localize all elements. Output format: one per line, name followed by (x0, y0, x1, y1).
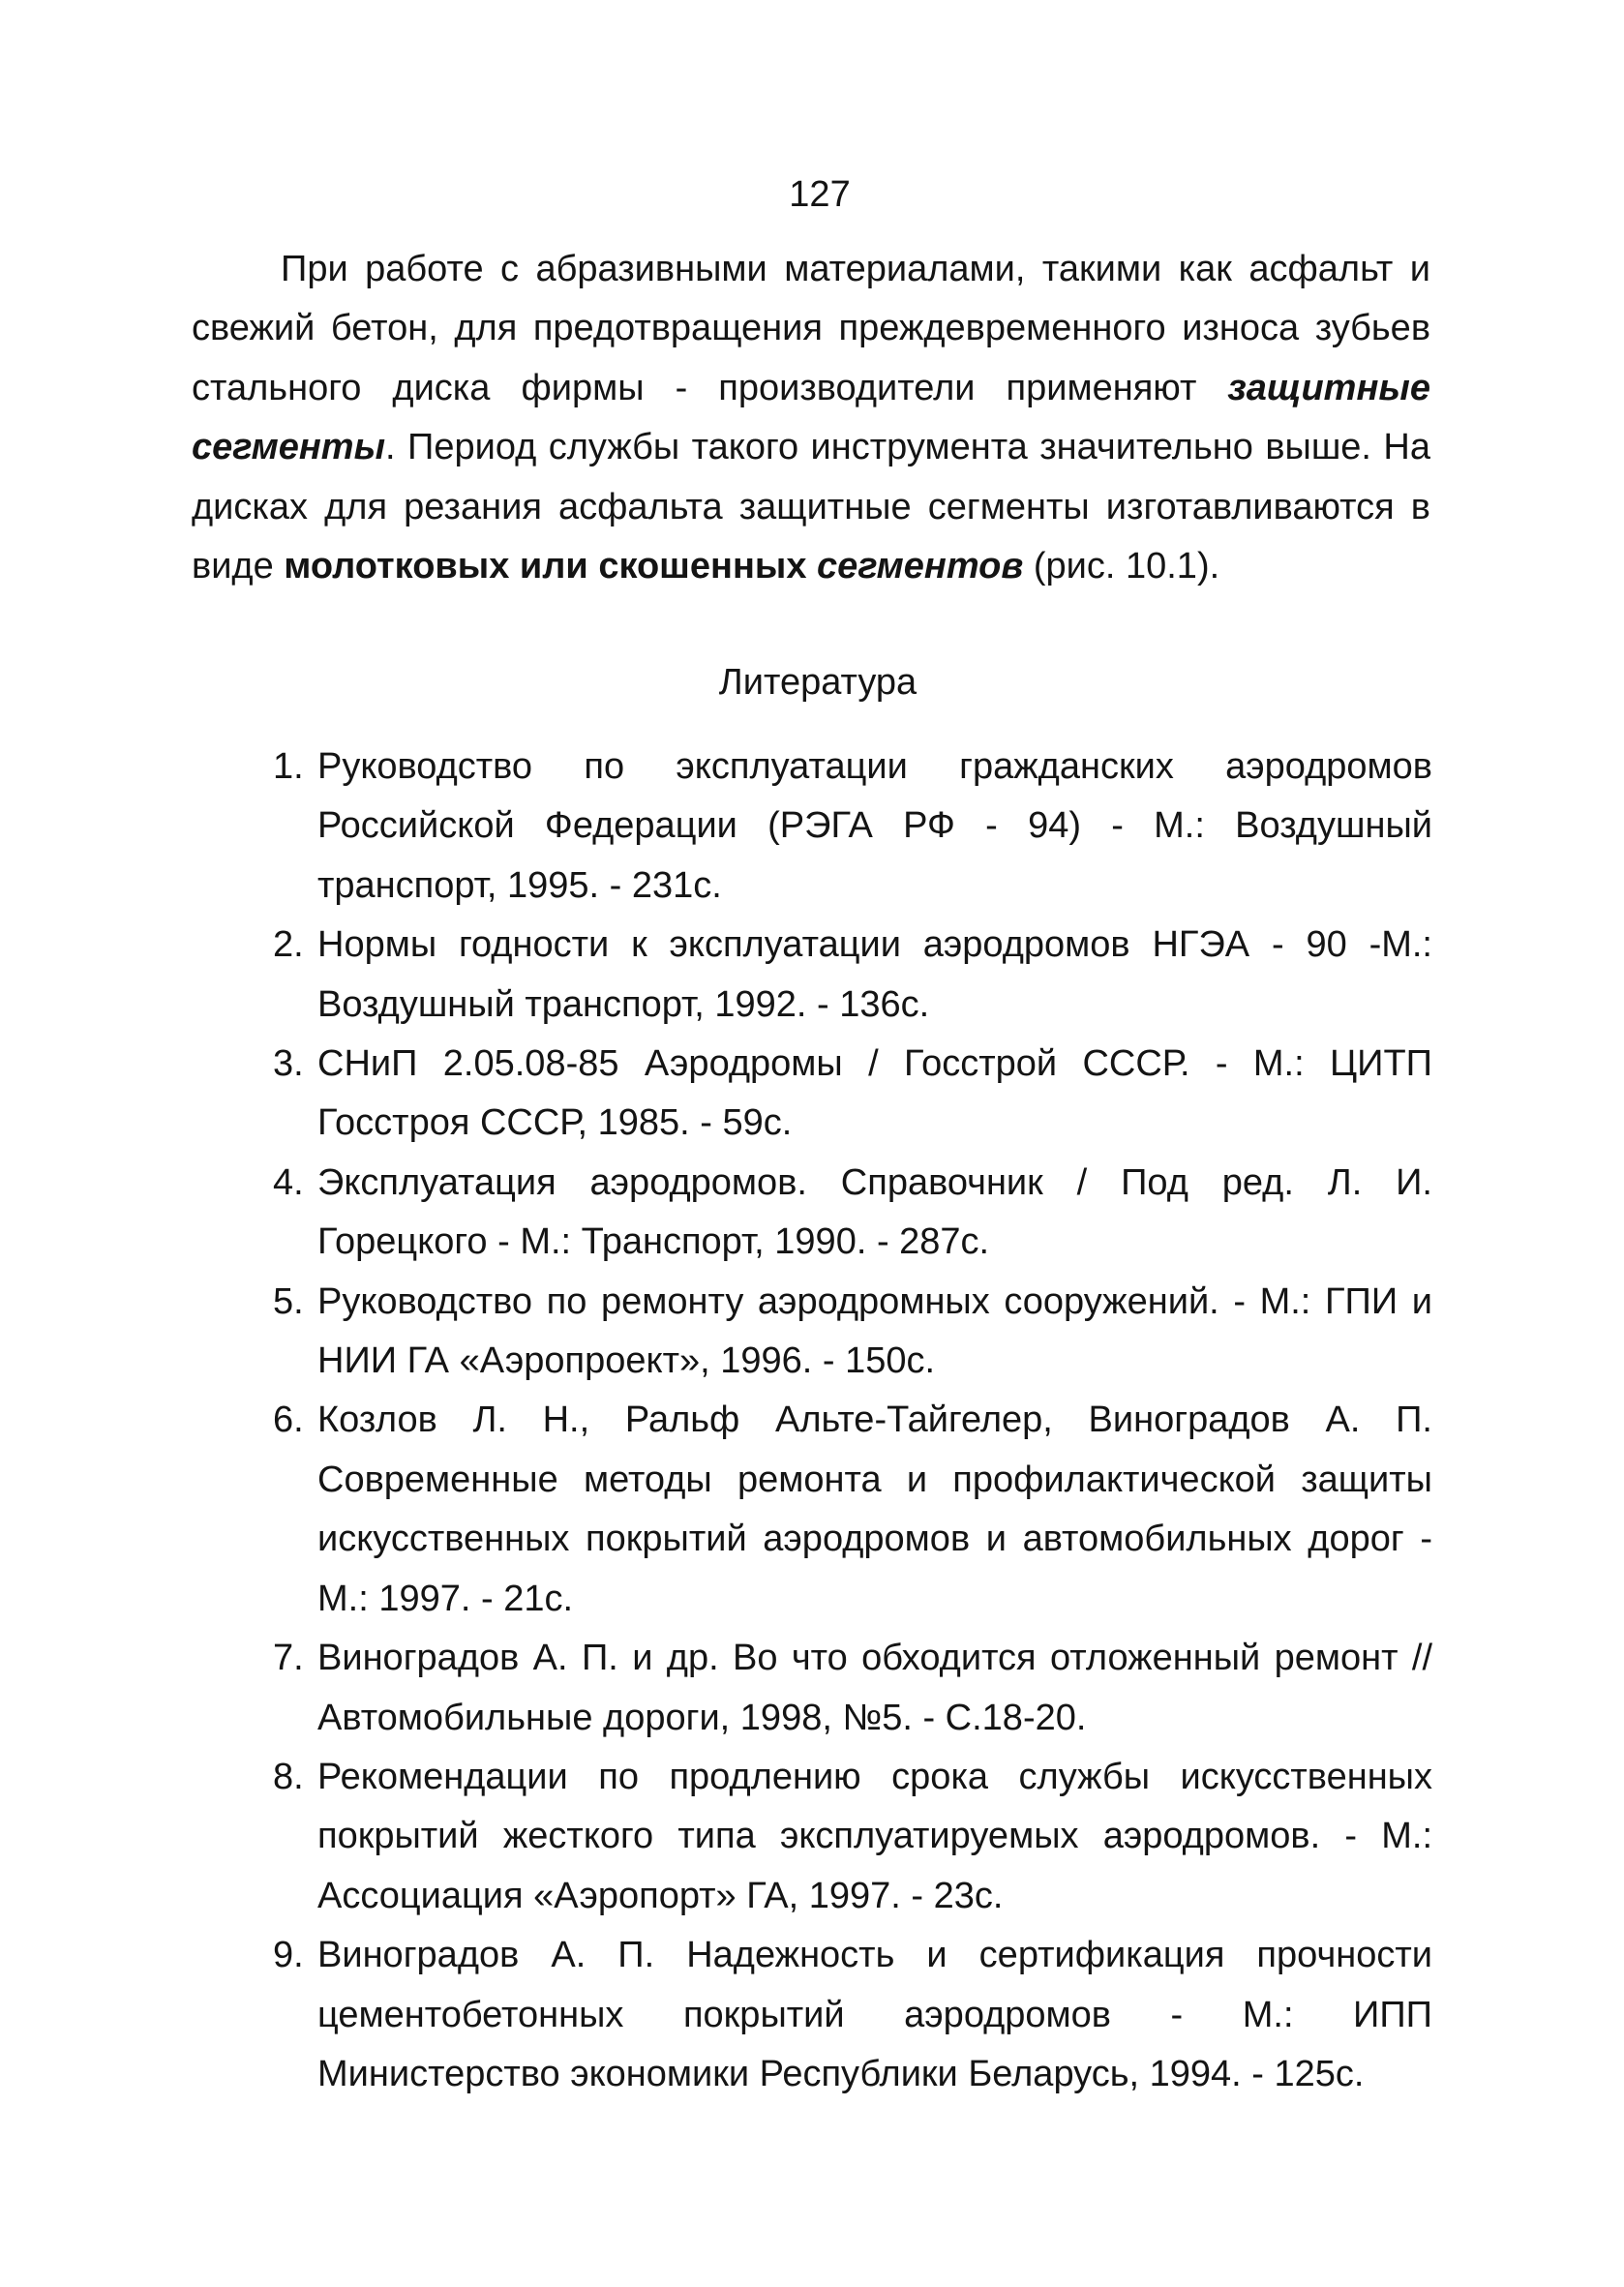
reference-text: Виноградов А. П. и др. Во что обходится отложенный ремонт // Автомобильные дороги, 1998, №5. - С.18-20. (317, 1638, 1432, 1738)
reference-item (0, 1629, 1432, 1748)
reference-number: 3. (273, 1043, 304, 1085)
reference-item (0, 1926, 1432, 2104)
reference-number: 5. (273, 1280, 304, 1322)
emphasis-hammer-segments: молотковых или скошенных (284, 546, 807, 587)
reference-text: СНиП 2.05.08-85 Аэродромы / Госстрой СССР. - М.: ЦИТП Госстроя СССР, 1985. - 59с. (317, 1043, 1432, 1144)
reference-number: 2. (273, 924, 304, 966)
reference-item (0, 1391, 1432, 1629)
reference-text: Эксплуатация аэродромов. Справочник / Под ред. Л. И. Горецкого - М.: Транспорт, 1990. - 287с. (317, 1161, 1432, 1263)
page-number: 127 (789, 174, 851, 215)
literature-heading: Литература (718, 662, 917, 703)
reference-list (0, 737, 1624, 2104)
reference-text: Рекомендации по продлению срока службы искусственных покрытий жесткого типа эксплуатируемых аэродромов. - М.: Ассоциация «Аэропорт» ГА, 1997. - 23с. (317, 1756, 1432, 1916)
reference-item (0, 916, 1432, 1035)
reference-number: 9. (273, 1935, 304, 1976)
emphasis-segments: сегментов (817, 546, 1024, 587)
reference-item (0, 1035, 1432, 1154)
reference-number: 7. (273, 1638, 304, 1679)
body-paragraph (192, 240, 1430, 596)
reference-item (0, 737, 1432, 916)
reference-number: 1. (273, 746, 304, 787)
reference-text: Руководство по ремонту аэродромных сооружений. - М.: ГПИ и НИИ ГА «Аэропроект», 1996. - 150с. (317, 1280, 1432, 1382)
reference-text: Козлов Л. Н., Ральф Альте-Тайгелер, Виноградов А. П. Современные методы ремонта и профилактической защиты искусственных покрытий аэродромов и автомобильных дорог - М.: 1997. - 21с. (317, 1399, 1432, 1619)
paragraph-text-3 (806, 546, 817, 587)
reference-item (0, 1154, 1432, 1273)
reference-text: Руководство по эксплуатации гражданских аэродромов Российской Федерации (РЭГА РФ - 94) - М.: Воздушный транспорт, 1995. - 231с. (317, 746, 1432, 906)
reference-number: 8. (273, 1756, 304, 1797)
reference-number: 4. (273, 1161, 304, 1203)
reference-number: 6. (273, 1399, 304, 1441)
reference-item (0, 1273, 1432, 1392)
paragraph-text-1: При работе с абразивными материалами, такими как асфальт и свежий бетон, для предотвращения преждевременного износа зубьев стального диска фирмы - производители применяют (192, 249, 1430, 408)
reference-text: Нормы годности к эксплуатации аэродромов НГЭА - 90 -М.: Воздушный транспорт, 1992. - 136с. (317, 924, 1432, 1025)
paragraph-text-2: . Период службы такого инструмента значительно выше. На дисках для резания асфальта защитные сегменты изготавливаются в виде (192, 427, 1430, 587)
paragraph-text-4: (рис. 10.1). (1023, 546, 1220, 587)
reference-text: Виноградов А. П. Надежность и сертификация прочности цементобетонных покрытий аэродромов - М.: ИПП Министерство экономики Республики Беларусь, 1994. - 125с. (317, 1935, 1432, 2094)
emphasis-protective-segments: защитные сегменты (192, 367, 1430, 468)
reference-item (0, 1748, 1432, 1926)
